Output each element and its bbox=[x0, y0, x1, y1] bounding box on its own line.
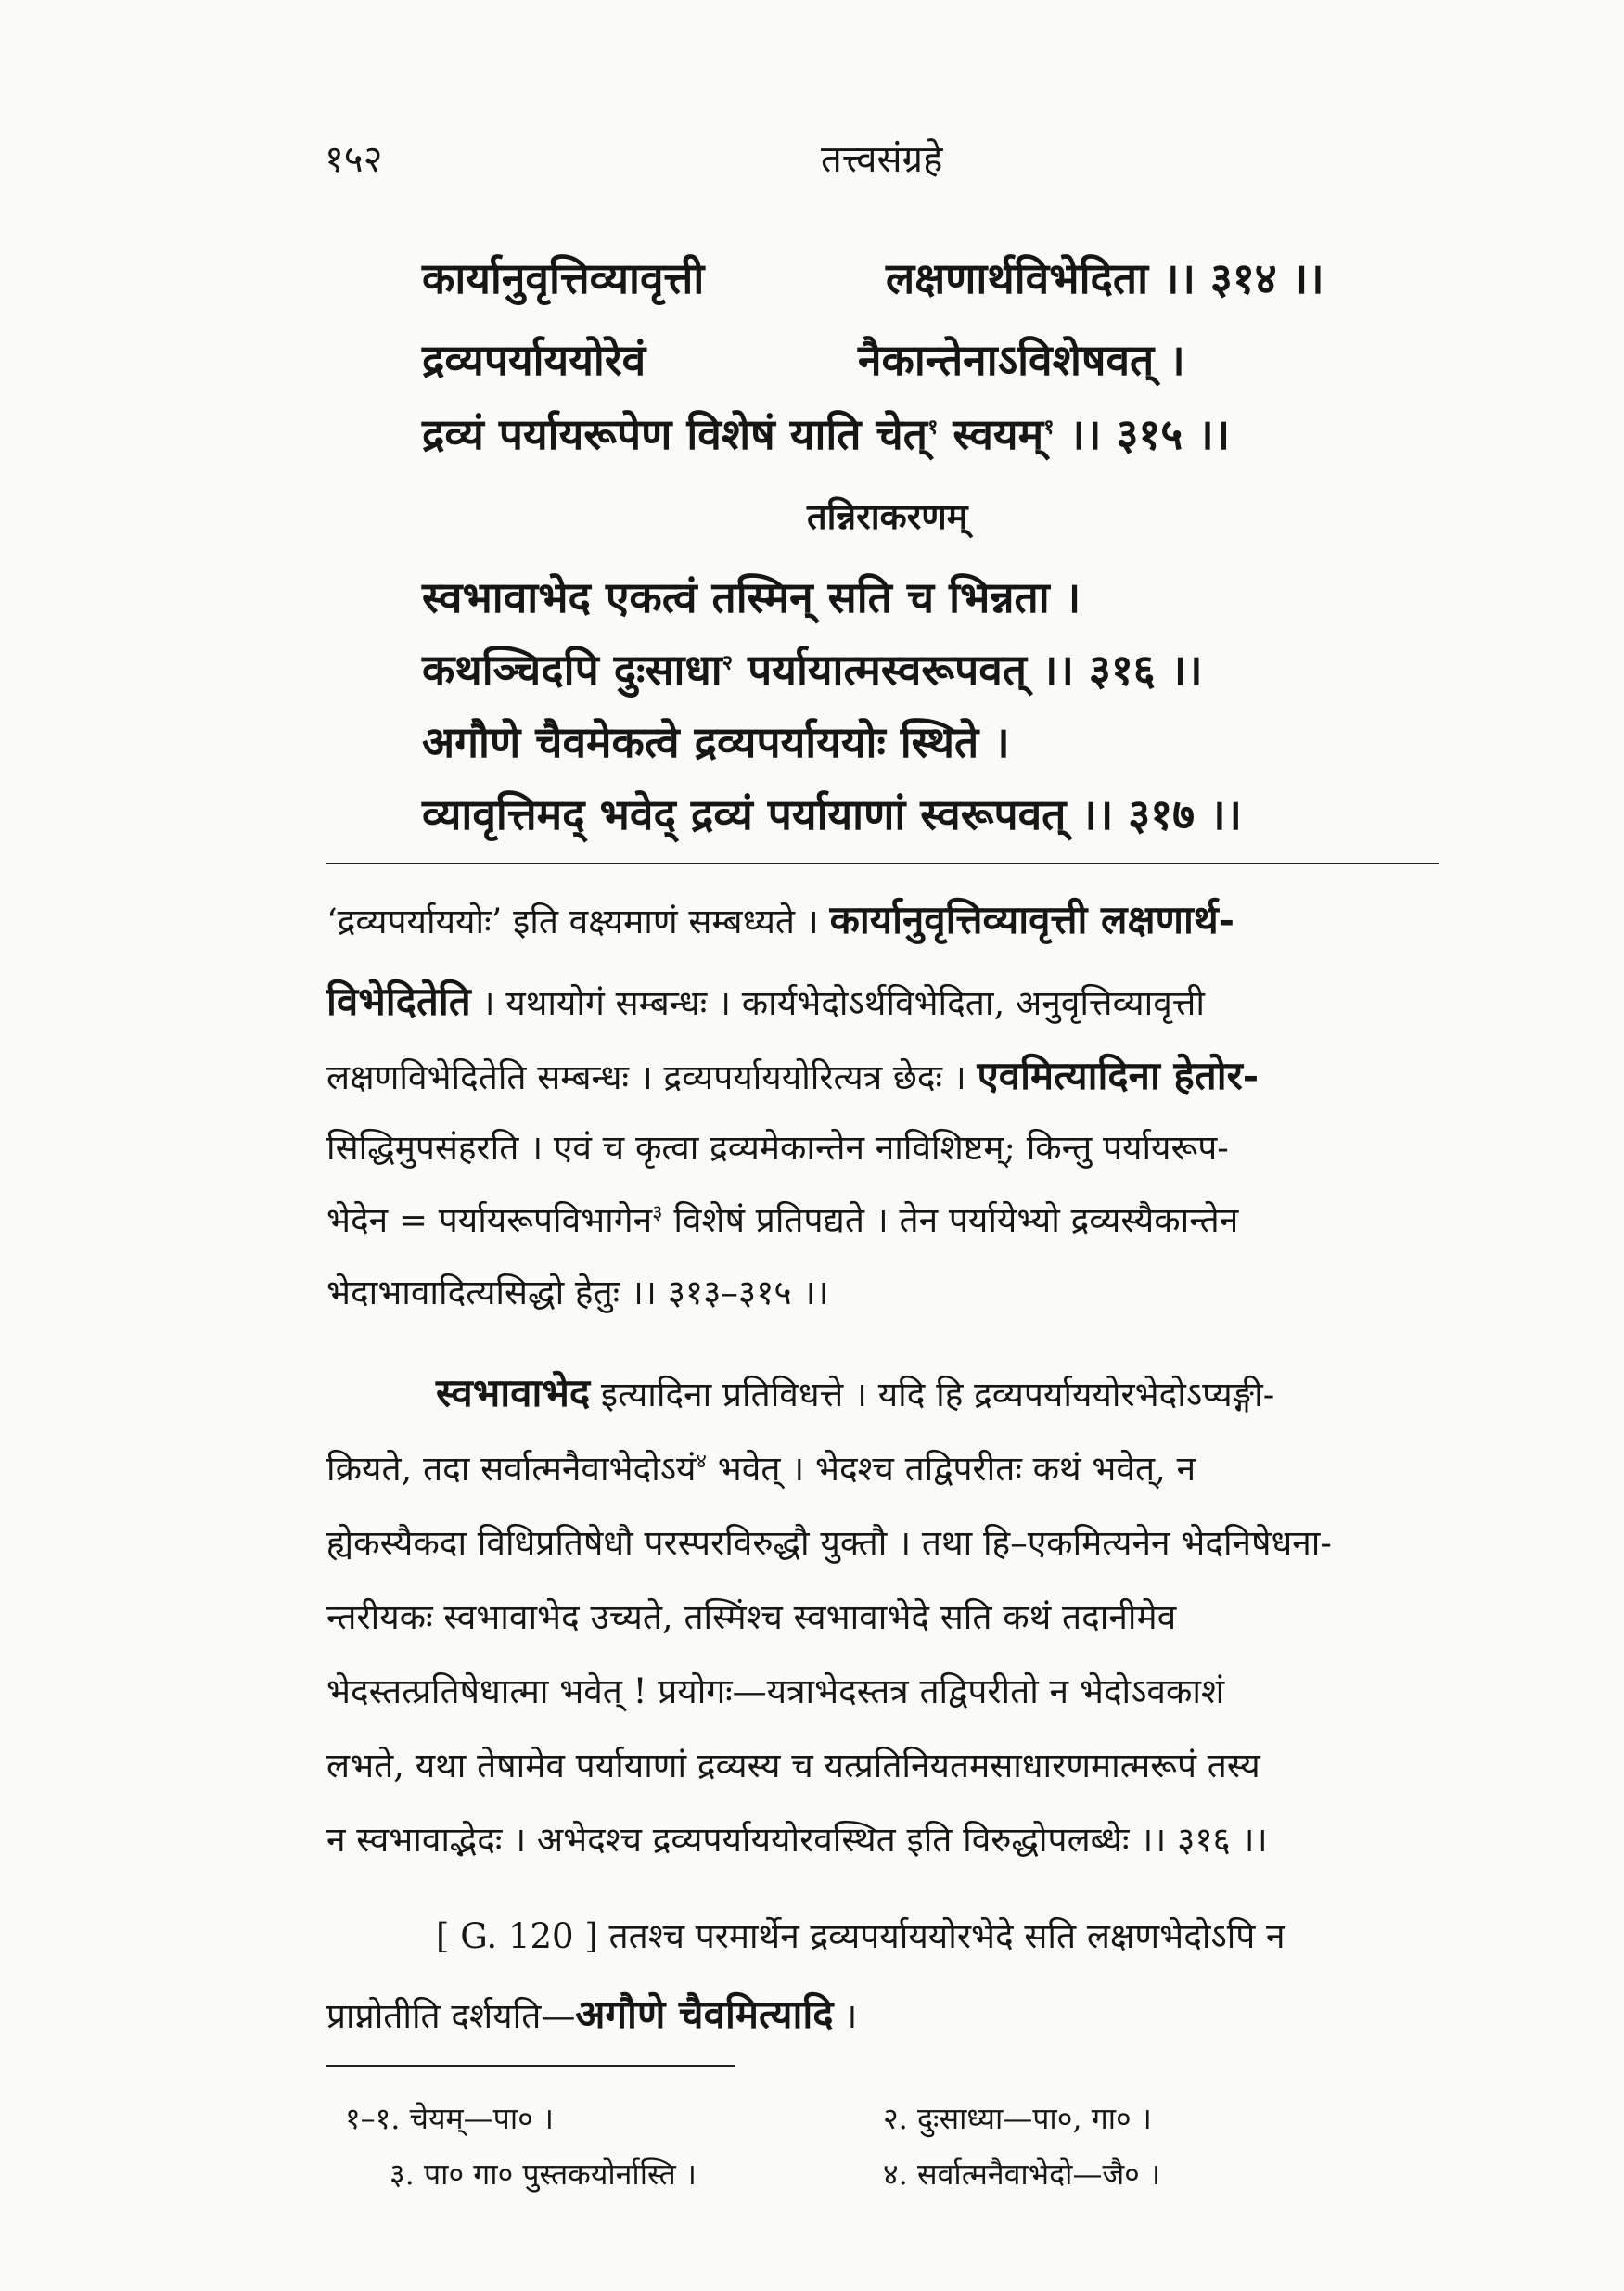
commentary-line: क्रियते, तदा सर्वात्मनैवाभेदोऽयं$^४$ भवेत् । भेदश्च तद्विपरीतः कथं भवेत्, न bbox=[326, 1449, 1196, 1489]
divider bbox=[326, 863, 1439, 864]
commentary-line: विभेदितेति । यथायोगं सम्बन्धः । कार्यभेदोऽर्थविभेदिता, अनुवृत्तिव्यावृत्ती bbox=[326, 979, 1205, 1024]
commentary-line: लभते, यथा तेषामेव पर्यायाणां द्रव्यस्य च यत्प्रतिनियतमसाधारणमात्मरूपं तस्य bbox=[326, 1746, 1260, 1785]
commentary-line: ह्येकस्यैकदा विधिप्रतिषेधौ परस्परविरुद्धौ युक्तौ । तथा हि–एकमित्यनेन भेदनिषेधना- bbox=[326, 1523, 1332, 1563]
footnote: ३. पा० गा० पुस्तकयोर्नास्ति । bbox=[390, 2157, 697, 2192]
verse-text: कथञ्चिदपि दुःसाधा bbox=[422, 645, 722, 695]
commentary-line: स्वभावाभेद इत्यादिना प्रतिविधत्ते । यदि हि द्रव्यपर्याययोरभेदोऽप्यङ्गी- bbox=[436, 1370, 1275, 1415]
verse-text: द्रव्यं पर्यायरूपेण विशेषं याति चेत् bbox=[422, 409, 927, 459]
section-subheading: तन्निराकरणम् bbox=[807, 495, 968, 537]
page-number: १५२ bbox=[325, 138, 383, 181]
commentary-line: [ G. 120 ] ततश्च परमार्थेन द्रव्यपर्याययोरभेदे सति लक्षणभेदोऽपि न bbox=[436, 1916, 1285, 1956]
commentary-line: भेदेन = पर्यायरूपविभागेन$^३$ विशेषं प्रतिपद्यते । तेन पर्यायेभ्यो द्रव्यस्यैकान्तेन bbox=[326, 1200, 1239, 1240]
commentary-line: प्राप्नोतीति दर्शयति—अगौणे चैवमित्यादि । bbox=[326, 1991, 858, 2037]
verse-text: पर्यायात्मस्वरूपवत् ।। ३१६ ।। bbox=[733, 645, 1203, 695]
footnote-divider bbox=[326, 2065, 735, 2067]
footnote-marker: १ bbox=[1043, 415, 1055, 440]
commentary-line: न्तरीयकः स्वभावाभेद उच्यते, तस्मिंश्च स्वभावाभेदे सति कथं तदानीमेव bbox=[326, 1597, 1177, 1637]
footnote-marker: १ bbox=[927, 415, 939, 440]
verse-line: नैकान्तेनाऽविशेषवत् । bbox=[858, 335, 1185, 385]
verse-line bbox=[422, 404, 1230, 462]
verse-line: लक्षणार्थविभेदिता ।। ३१४ ।। bbox=[886, 253, 1324, 303]
verse-line: कार्यानुवृत्तिव्यावृत्ती bbox=[422, 253, 705, 303]
commentary-line: सिद्धिमुपसंहरति । एवं च कृत्वा द्रव्यमेकान्तेन नाविशिष्टम्; किन्तु पर्यायरूप- bbox=[326, 1128, 1229, 1168]
verse-line: अगौणे चैवमेकत्वे द्रव्यपर्याययोः स्थिते । bbox=[422, 717, 1010, 767]
verse-line: स्वभावाभेद एकत्वं तस्मिन् सति च भिन्नता । bbox=[422, 572, 1081, 622]
footnote-marker: २ bbox=[722, 650, 734, 675]
commentary-line: न स्वभावाद्भेदः । अभेदश्च द्रव्यपर्याययोरवस्थित इति विरुद्धोपलब्धेः ।। ३१६ ।। bbox=[326, 1820, 1268, 1860]
verse-text: स्वयम् bbox=[938, 409, 1044, 459]
commentary-line: लक्षणविभेदितेति सम्बन्धः । द्रव्यपर्याययोरित्यत्र छेदः । एवमित्यादिना हेतोर- bbox=[326, 1053, 1260, 1098]
footnote: १–१. चेयम्—पा० । bbox=[345, 2101, 555, 2136]
commentary-line: भेदाभावादित्यसिद्धो हेतुः ।। ३१३–३१५ ।। bbox=[326, 1273, 829, 1312]
footnote: २. दुःसाध्या—पा०, गा० । bbox=[883, 2101, 1152, 2136]
running-title: तत्त्वसंग्रहे bbox=[821, 138, 943, 181]
verse-text: ।। ३१५ ।। bbox=[1054, 409, 1231, 459]
verse-line: व्यावृत्तिमद् भवेद् द्रव्यं पर्यायाणां स्वरूपवत् ।। ३१७ ।। bbox=[422, 789, 1242, 839]
commentary-line: ‘द्रव्यपर्याययोः’ इति वक्ष्यमाणं सम्बध्यते । कार्यानुवृत्तिव्यावृत्ती लक्षणार्थ- bbox=[326, 897, 1235, 942]
verse-line bbox=[422, 640, 1203, 698]
verse-line: द्रव्यपर्याययोरेवं bbox=[422, 335, 646, 385]
footnote: ४. सर्वात्मनैवाभेदो—जै० । bbox=[883, 2157, 1161, 2192]
commentary-line: भेदस्तत्प्रतिषेधात्मा भवेत् ! प्रयोगः—यत्राभेदस्तत्र तद्विपरीतो न भेदोऽवकाशं bbox=[326, 1671, 1225, 1711]
